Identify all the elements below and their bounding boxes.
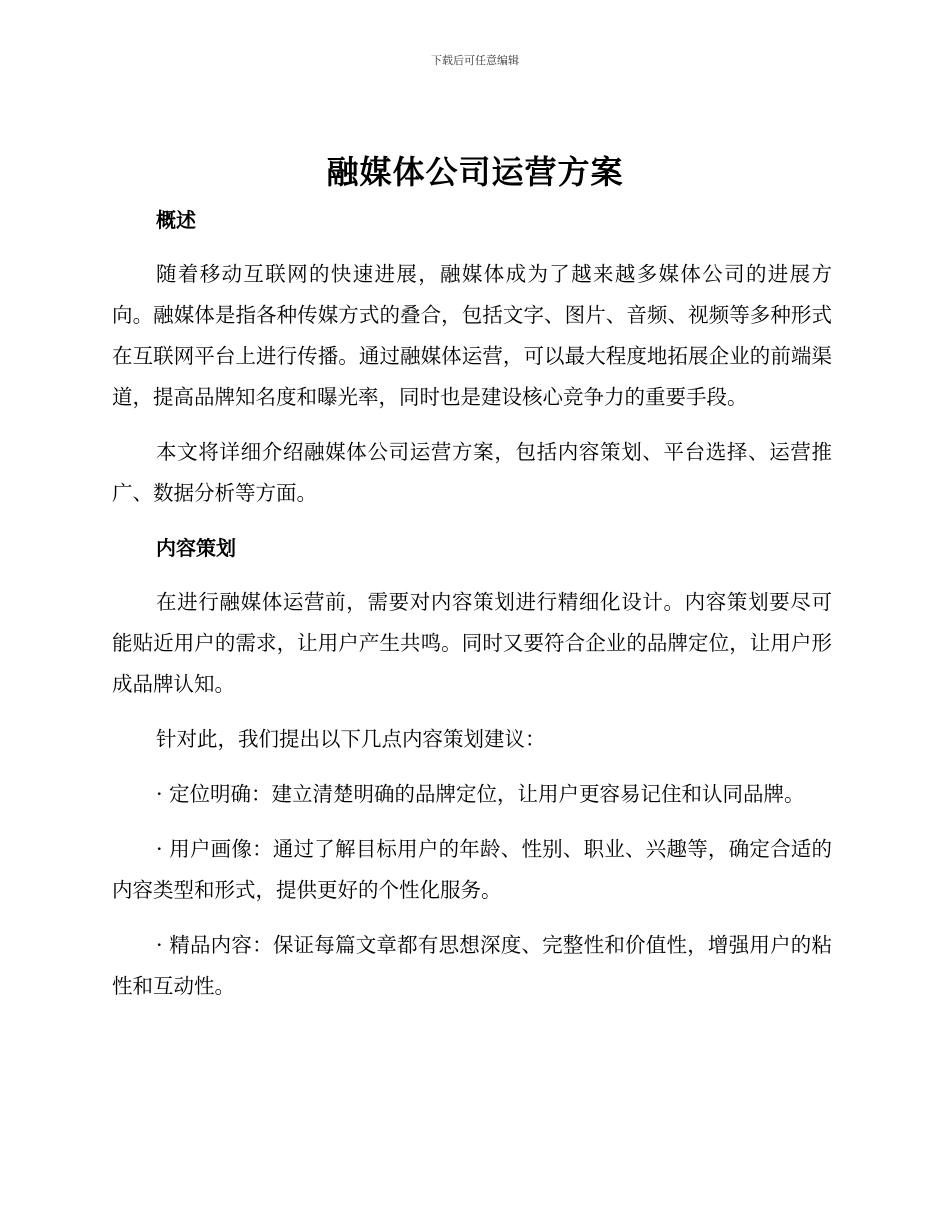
section-heading-content-planning: 内容策划: [156, 536, 236, 560]
content-planning-bullet-quality-content: · 精品内容：保证每篇文章都有思想深度、完整性和价值性，增强用户的粘性和互动性。: [112, 933, 832, 998]
overview-paragraph-1: 随着移动互联网的快速进展，融媒体成为了越来越多媒体公司的进展方向。融媒体是指各种传媒方式的叠合，包括文字、图片、音频、视频等多种形式在互联网平台上进行传播。通过融媒体运营，可以最大程度地拓展企业的前端渠道，提高品牌知名度和曝光率，同时也是建设核心竞争力的重要手段。: [112, 262, 832, 409]
overview-paragraph-2: 本文将详细介绍融媒体公司运营方案，包括内容策划、平台选择、运营推广、数据分析等方面。: [112, 440, 832, 505]
content-planning-bullet-user-profile: · 用户画像：通过了解目标用户的年龄、性别、职业、兴趣等，确定合适的内容类型和形式，提供更好的个性化服务。: [112, 837, 832, 902]
section-heading-overview: 概述: [156, 208, 196, 232]
content-planning-paragraph-1: 在进行融媒体运营前，需要对内容策划进行精细化设计。内容策划要尽可能贴近用户的需求，让用户产生共鸣。同时又要符合企业的品牌定位，让用户形成品牌认知。: [112, 590, 832, 696]
document-title: 融媒体公司运营方案: [326, 153, 624, 191]
content-planning-paragraph-2: 针对此，我们提出以下几点内容策划建议：: [156, 727, 546, 751]
page-header: 下载后可任意编辑: [431, 54, 519, 67]
content-planning-bullet-positioning: · 定位明确：建立清楚明确的品牌定位，让用户更容易记住和认同品牌。: [156, 782, 805, 806]
document-body: [112, 200, 832, 1021]
